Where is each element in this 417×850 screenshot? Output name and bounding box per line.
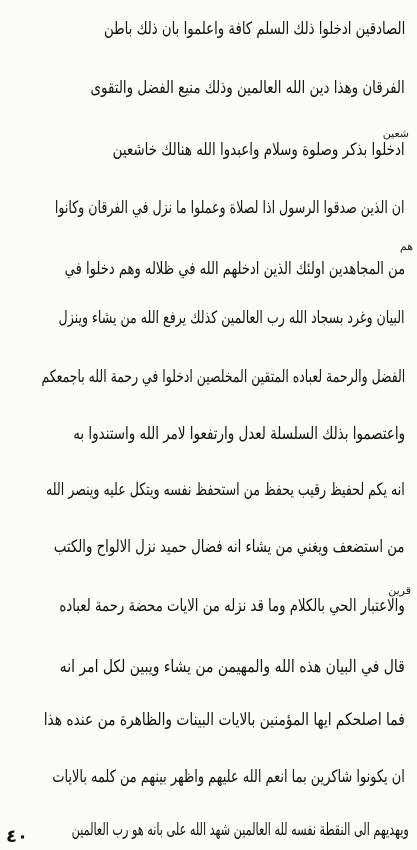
- manuscript-line: فما اصلحكم ايها المؤمنين بالايات البينات والظاهرة من عنده هذا: [43, 710, 405, 730]
- manuscript-line: واعتصموا بذلك السلسلة لعدل وارتفعوا لامر الله واستندوا به: [73, 424, 405, 444]
- manuscript-line: ان يكونوا شاكرين بما انعم الله عليهم واظهر بينهم من كلمه بالايات: [52, 767, 405, 787]
- marginal-note: هم: [399, 240, 413, 253]
- manuscript-line: الصادقين ادخلوا ذلك السلم كافة واعلموا بان ذلك باطن: [103, 19, 405, 39]
- marginal-note: قرين: [388, 584, 411, 597]
- marginal-note: شعين: [382, 127, 409, 140]
- manuscript-line: الفضل والرحمة لعباده المتقين المخلصين ادخلوا في رحمة الله باجمعكم: [41, 367, 405, 387]
- manuscript-text-block: [6, 0, 411, 850]
- manuscript-line: ان الذين صدقوا الرسول اذا لصلاة وعملوا ما نزل في الفرقان وكانوا: [55, 198, 405, 218]
- manuscript-line: من المجاهدين اولئك الذين ادخلهم الله في ظلاله وهم دخلوا في: [64, 259, 405, 279]
- manuscript-line: قال في البيان هذه الله والمهيمن من يشاء ويبين لكل امر انه: [59, 657, 405, 677]
- manuscript-line: البيان وغرد بسجاد الله رب العالمين كذلك يرفع الله من يشاء وينزل: [59, 308, 405, 328]
- manuscript-line: ادخلوا بذكر وصلوة وسلام واعبدوا الله هنالك خاشعين: [112, 140, 405, 160]
- manuscript-line: ويهديهم الى النقطة نفسه لله العالمين شهد الله على بانه هو رب العالمين: [71, 820, 409, 840]
- manuscript-line: من استضعف ويغني من يشاء انه فضال حميد نزل الالواح والكتب: [54, 537, 405, 557]
- manuscript-line: والاعتبار الحي بالكلام وما قد نزله من الايات محضة رحمة لعباده: [59, 596, 405, 616]
- manuscript-line: انه يكم لحفيظ رقيب يحفظ من استحفظ نفسه ويتكل عليه وينصر الله: [46, 480, 405, 500]
- manuscript-line: الفرقان وهذا دين الله العالمين وذلك منيع الفضل والتقوى: [90, 78, 405, 98]
- page-number: ٤٠: [6, 826, 28, 847]
